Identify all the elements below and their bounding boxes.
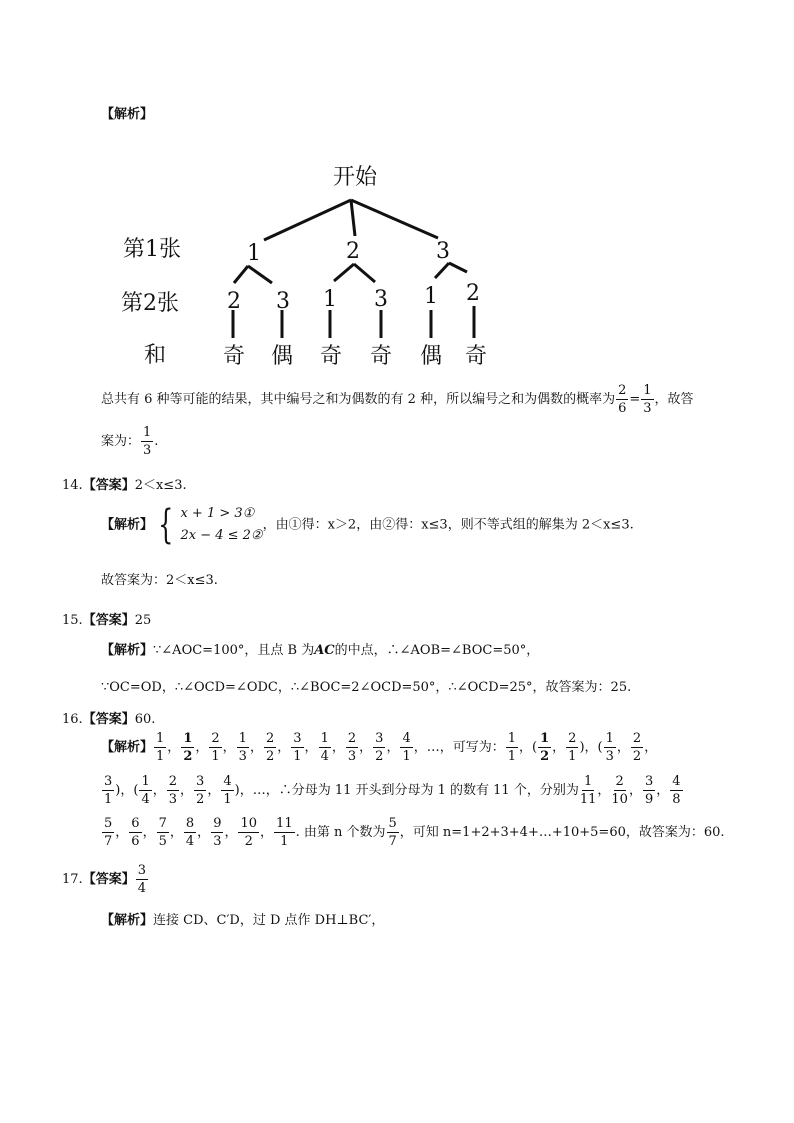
q16-answer-line: 16.【答案】60. [62,712,156,727]
fraction: $\frac{1}{11}$ [579,774,597,807]
tree-level2-node: 2 [466,281,480,306]
q15-answer-line: 15.【答案】25 [62,613,152,628]
fraction: $\frac{1}{3}$ [143,425,152,458]
fraction: $\frac{9}{3}$ [213,816,222,849]
fraction: $\frac{2}{2}$ [265,731,275,764]
fraction: $\frac{2}{3}$ [168,774,178,807]
fraction: $\frac{1}{3}$ [238,731,247,764]
fraction: $\frac{7}{5}$ [158,816,167,849]
fraction: $\frac{1}{4}$ [320,731,329,764]
tree-branches [233,200,474,338]
tree-label-second-card: 第2张 [121,291,179,316]
tree-level1-node: 2 [346,239,360,264]
tree-level1-node: 3 [436,239,450,264]
fraction: $\frac{4}{1}$ [402,731,411,764]
tree-level2-node: 2 [227,289,241,314]
fraction: $\frac{10}{2}$ [240,816,258,849]
probability-tree-diagram [100,160,520,375]
tree-level2-node: 1 [323,287,337,312]
fraction: $\frac{2}{1}$ [211,731,220,764]
fraction: $\frac{1}{3}$ [643,383,652,416]
fraction: $\frac{3}{9}$ [644,774,654,807]
q14-conclusion: 故答案为：2＜x≤3. [101,573,218,588]
fraction: $\frac{1}{2}$ [183,731,193,764]
fraction: $\frac{5}{7}$ [104,816,113,849]
q14-analysis: 【解析】 { x + 1 > 3① 2x − 4 ≤ 2② ，由①得：x＞2，由②得：x≤3，则不等式组的解集为 2＜x≤3. [101,502,634,548]
tree-label-first-card: 第1张 [123,237,181,262]
tree-root: 开始 [332,165,378,190]
q16-analysis-line3: $\frac{5}{7}$ ， $\frac{6}{6}$ ， $\frac{7}{5}$ ， $\frac{8}{4}$ ， $\frac{9}{3}$ ， $\frac{10}{2}$ ， $\frac{11}{1}$ . 由第 n 个数为 $\frac{5}{7}$ ，可知 n=1+2+3+4+…+10+5=60，故答案为：60. [104,816,725,849]
fraction: $\frac{2}{2}$ [632,731,642,764]
q16-analysis-line2: $\frac{3}{1}$ )，( $\frac{1}{4}$ ， $\frac{2}{3}$ ， $\frac{3}{2}$ ， $\frac{4}{1}$ )，…，∴分母为 11 开头到分母为 1 的数有 11 个，分别为 $\frac{1}{11}$ ， $\frac{2}{10}$ ， $\frac{3}{9}$ ， $\frac{4}{8}$ [104,774,681,807]
q15-analysis-line1: 【解析】∵∠AOC=100°，且点 B 为AC的中点，∴∠AOB=∠BOC=50°， [101,643,540,658]
tree-level2-node: 3 [276,289,290,314]
fraction: $\frac{1}{3}$ [605,731,614,764]
fraction: $\frac{2}{1}$ [568,731,577,764]
fraction: $\frac{4}{1}$ [223,774,232,807]
tree-sum-node: 偶 [270,344,294,369]
analysis-label: 【解析】 [101,107,154,122]
arc-symbol: AC [314,643,335,658]
fraction: $\frac{3}{2}$ [375,731,384,764]
q15-analysis-line2: ∵OC=OD，∴∠OCD=∠ODC，∴∠BOC=2∠OCD=50°，∴∠OCD=25°，故答案为：25. [101,680,632,695]
fraction: $\frac{4}{8}$ [672,774,681,807]
tree-level2-node: 1 [424,284,438,309]
fraction: $\frac{3}{1}$ [104,774,113,807]
inequality-system: { x + 1 > 3① 2x − 4 ≤ 2② [158,502,263,548]
q14-answer-line: 14.【答案】2＜x≤3. [62,478,187,493]
fraction: $\frac{1}{1}$ [156,731,165,764]
fraction: $\frac{5}{7}$ [388,816,397,849]
fraction: $\frac{3}{1}$ [293,731,302,764]
tree-level1-node: 1 [247,241,261,266]
tree-sum-node: 奇 [319,344,343,369]
fraction: $\frac{3}{2}$ [196,774,205,807]
fraction: $\frac{11}{1}$ [276,816,293,849]
q16-analysis-line1: 【解析】 $\frac{1}{1}$ ， $\frac{1}{2}$ ， $\frac{2}{1}$ ， $\frac{1}{3}$ ， $\frac{2}{2}$ ， $\frac{3}{1}$ ， $\frac{1}{4}$ ， $\frac{2}{3}$ ， $\frac{3}{2}$ ， $\frac{4}{1}$ ，…，可写为： $\frac{1}{1}$ ，( $\frac{1}{2}$ ， $\frac{2}{1}$ )，( $\frac{1}{3}$ ， $\frac{2}{2}$ ， [101,731,658,764]
fraction: $\frac{1}{1}$ [507,731,517,764]
fraction: $\frac{1}{2}$ [540,731,550,764]
q13-probability-sentence: 总共有 6 种等可能的结果，其中编号之和为偶数的有 2 种，所以编号之和为偶数的概率为 $\frac{2}{6}$ = $\frac{1}{3}$ ，故答 [101,383,694,416]
fraction: $\frac{2}{3}$ [347,731,357,764]
q17-analysis: 【解析】连接 CD、C′D，过 D 点作 DH⊥BC′， [101,913,385,928]
tree-sum-node: 奇 [464,344,488,369]
fraction: $\frac{8}{4}$ [185,816,195,849]
fraction: $\frac{1}{4}$ [141,774,150,807]
tree-sum-node: 偶 [419,344,443,369]
q13-answer-line: 案为： $\frac{1}{3}$ . [101,425,159,458]
tree-sum-node: 奇 [222,344,246,369]
q17-answer-line: 17.【答案】 $\frac{3}{4}$ [62,863,146,896]
tree-level2-node: 3 [374,287,388,312]
fraction: $\frac{2}{6}$ [618,383,627,416]
fraction: $\frac{3}{4}$ [137,863,146,896]
fraction: $\frac{2}{10}$ [611,774,628,807]
tree-sum-node: 奇 [369,344,393,369]
fraction: $\frac{6}{6}$ [131,816,140,849]
tree-label-sum: 和 [143,343,167,368]
